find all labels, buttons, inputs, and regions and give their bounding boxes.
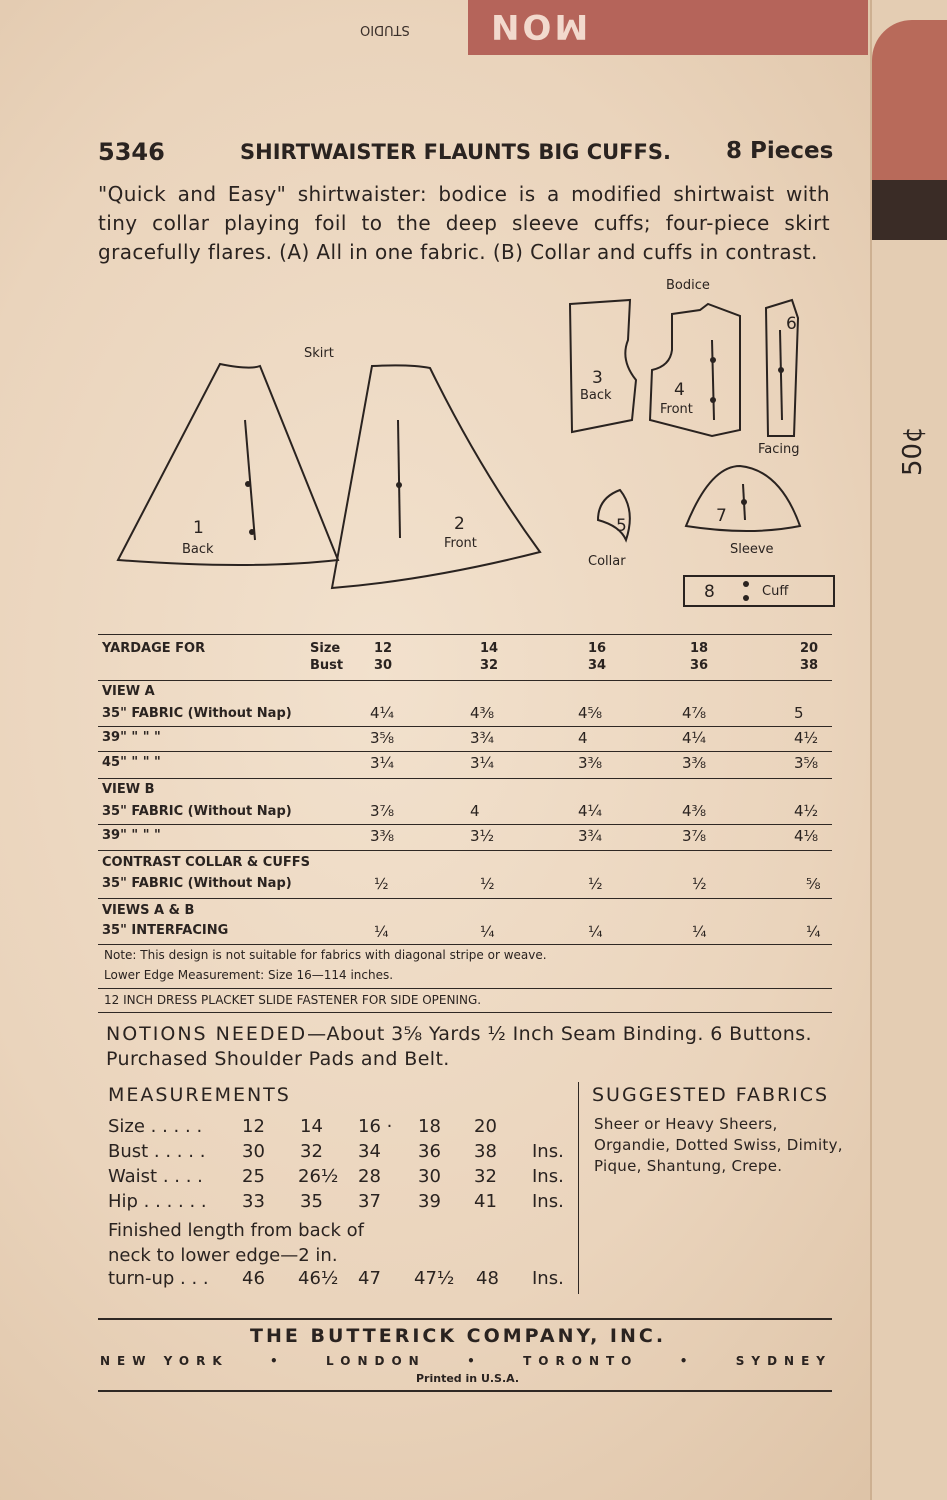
- row-label: 45" " " ": [102, 755, 161, 770]
- measure-label: Waist . . . .: [108, 1166, 203, 1187]
- yardage-value: 4½: [794, 729, 819, 747]
- piece-5-name: Collar: [588, 554, 626, 569]
- measure-value: 33: [242, 1191, 265, 1212]
- yardage-value: 3⅞: [370, 802, 395, 820]
- skirt-back-piece: [118, 364, 338, 565]
- pattern-title: SHIRTWAISTER FLAUNTS BIG CUFFS.: [240, 140, 671, 164]
- separator: •: [467, 1354, 482, 1368]
- piece-1-name: Back: [182, 542, 214, 557]
- flap-red-patch: [872, 20, 947, 200]
- yardage-value: ¼: [374, 923, 389, 941]
- piece-4-name: Front: [660, 402, 693, 417]
- measure-value: 39: [418, 1191, 441, 1212]
- piece-8-number: 8: [704, 582, 715, 602]
- piece-count: 8 Pieces: [726, 138, 834, 164]
- yardage-value: 3⅜: [370, 827, 395, 845]
- measure-value: 28: [358, 1166, 381, 1187]
- city: NEW YORK: [100, 1354, 229, 1368]
- piece-2-name: Front: [444, 536, 477, 551]
- row-label: 39" " " ": [102, 730, 161, 745]
- printed-in: Printed in U.S.A.: [416, 1372, 520, 1385]
- measure-value: 34: [358, 1141, 381, 1162]
- row-rule: [98, 726, 832, 727]
- measure-value: 12: [242, 1116, 265, 1137]
- measure-value: 26½: [298, 1166, 339, 1187]
- bust-36: 36: [690, 658, 709, 673]
- notions-text: —About 3⅝ Yards ½ Inch Seam Binding. 6 Buttons. Purchased Shoulder Pads and Belt.: [106, 1023, 812, 1070]
- measure-value: 30: [418, 1166, 441, 1187]
- price: 50¢: [898, 426, 928, 476]
- row-label: 35" FABRIC (Without Nap): [102, 706, 292, 721]
- pattern-description: "Quick and Easy" shirtwaister: bodice is a modified shirtwaist with tiny collar playing foil to the deep sleeve cuffs; four-piece skirt gracefully flares. (A) All in one fabric. (B) Collar and cuffs in contrast.: [98, 182, 830, 264]
- measure-value: 16 ·: [358, 1116, 393, 1137]
- row-label: 35" INTERFACING: [102, 923, 229, 938]
- piece-6-name: Facing: [758, 442, 800, 457]
- measure-value: 37: [358, 1191, 381, 1212]
- measure-value: 30: [242, 1141, 265, 1162]
- finished-label: turn-up . . .: [108, 1268, 209, 1289]
- table-rule: [98, 680, 832, 681]
- yardage-value: 3¾: [470, 729, 495, 747]
- top-flap-print: MON: [468, 0, 868, 55]
- yardage-value: 4¼: [370, 704, 395, 722]
- piece-5-number: 5: [616, 516, 627, 536]
- yardage-value: 4¼: [578, 802, 603, 820]
- column-divider: [578, 1082, 579, 1294]
- piece-3-number: 3: [592, 368, 603, 388]
- yardage-value: 3¼: [470, 754, 495, 772]
- skirt-label: Skirt: [304, 346, 334, 361]
- measure-value: 25: [242, 1166, 265, 1187]
- row-label: 35" FABRIC (Without Nap): [102, 804, 292, 819]
- company-cities: [100, 1354, 832, 1368]
- flap-dark-band: [872, 180, 947, 240]
- finished-line-1: Finished length from back of: [108, 1220, 365, 1241]
- measurements-title: MEASUREMENTS: [108, 1084, 291, 1106]
- pattern-pieces-diagram: [100, 270, 840, 620]
- yardage-note: Note: This design is not suitable for fabrics with diagonal stripe or weave.: [104, 948, 547, 962]
- yardage-value: 3⅝: [794, 754, 819, 772]
- yardage-value: 3⅜: [682, 754, 707, 772]
- row-rule: [98, 751, 832, 752]
- company-name: THE BUTTERICK COMPANY, INC.: [250, 1325, 667, 1347]
- yardage-value: 4⅛: [794, 827, 819, 845]
- table-rule: [98, 988, 832, 989]
- size-20: 20: [800, 641, 819, 656]
- measure-label: Bust . . . . .: [108, 1141, 206, 1162]
- finished-value: 47½: [414, 1268, 455, 1289]
- table-rule: [98, 898, 832, 899]
- city: TORONTO: [523, 1354, 639, 1368]
- finished-value: 46½: [298, 1268, 339, 1289]
- size-label: Size: [310, 641, 341, 656]
- finished-value: 48: [476, 1268, 499, 1289]
- yardage-value: 4½: [794, 802, 819, 820]
- measure-value: 41: [474, 1191, 497, 1212]
- stub-text: STUDIO: [360, 22, 410, 37]
- yardage-value: ½: [374, 875, 389, 893]
- piece-7-number: 7: [716, 506, 727, 526]
- section-heading: VIEWS A & B: [102, 903, 195, 918]
- city: LONDON: [326, 1354, 426, 1368]
- finished-line-2: neck to lower edge—2 in.: [108, 1245, 338, 1266]
- yardage-value: 4¼: [682, 729, 707, 747]
- table-rule: [98, 1012, 832, 1013]
- yardage-value: ⅝: [806, 875, 821, 893]
- yardage-value: ¼: [692, 923, 707, 941]
- yardage-value: 4⅝: [578, 704, 603, 722]
- footer-rule-bottom: [98, 1390, 832, 1392]
- bust-34: 34: [588, 658, 607, 673]
- finished-value: 47: [358, 1268, 381, 1289]
- footer-rule: [98, 1318, 832, 1320]
- separator: •: [679, 1354, 695, 1368]
- yardage-value: 3¼: [370, 754, 395, 772]
- piece-2-number: 2: [454, 514, 465, 534]
- table-rule: [98, 778, 832, 779]
- yardage-value: 3⅞: [682, 827, 707, 845]
- measure-unit: Ins.: [532, 1191, 564, 1212]
- suggested-fabrics-text: Sheer or Heavy Sheers, Organdie, Dotted Swiss, Dimity, Pique, Shantung, Crepe.: [594, 1115, 843, 1175]
- measure-value: 35: [300, 1191, 323, 1212]
- yardage-value: 3⅝: [370, 729, 395, 747]
- yardage-title: YARDAGE FOR: [102, 641, 206, 656]
- yardage-value: 4⅞: [682, 704, 707, 722]
- row-label: 35" FABRIC (Without Nap): [102, 876, 292, 891]
- measure-label: Hip . . . . . .: [108, 1191, 207, 1212]
- measure-value: 20: [474, 1116, 497, 1137]
- yardage-value: ¼: [480, 923, 495, 941]
- measure-value: 32: [300, 1141, 323, 1162]
- notions-heading: NOTIONS NEEDED: [106, 1023, 308, 1045]
- yardage-value: 4⅜: [470, 704, 495, 722]
- bust-38: 38: [800, 658, 819, 673]
- row-rule: [98, 824, 832, 825]
- table-top-rule: [98, 634, 832, 635]
- size-12: 12: [374, 641, 393, 656]
- finished-unit: Ins.: [532, 1268, 564, 1289]
- row-label: 39" " " ": [102, 828, 161, 843]
- finished-value: 46: [242, 1268, 265, 1289]
- yardage-value: 4⅜: [682, 802, 707, 820]
- size-18: 18: [690, 641, 709, 656]
- bodice-label: Bodice: [666, 278, 710, 293]
- section-heading: VIEW A: [102, 684, 155, 699]
- separator: •: [270, 1354, 285, 1368]
- piece-8-name: Cuff: [762, 584, 789, 599]
- yardage-value: 3½: [470, 827, 495, 845]
- piece-6-number: 6: [786, 314, 797, 334]
- bust-label: Bust: [310, 658, 344, 673]
- suggested-fabrics-title: SUGGESTED FABRICS: [592, 1084, 830, 1106]
- table-rule: [98, 944, 832, 945]
- skirt-front-piece: [332, 365, 540, 588]
- bust-32: 32: [480, 658, 499, 673]
- measure-value: 32: [474, 1166, 497, 1187]
- yardage-value: ½: [692, 875, 707, 893]
- piece-7-name: Sleeve: [730, 542, 774, 557]
- city: SYDNEY: [735, 1354, 832, 1368]
- yardage-value: 4: [470, 802, 480, 820]
- yardage-value: ½: [588, 875, 603, 893]
- bodice-back-piece: [570, 300, 636, 432]
- notions-needed: [106, 1022, 846, 1072]
- section-heading: VIEW B: [102, 782, 155, 797]
- table-rule: [98, 850, 832, 851]
- yardage-value: ½: [480, 875, 495, 893]
- yardage-value: 5: [794, 704, 804, 722]
- placket-note: 12 INCH DRESS PLACKET SLIDE FASTENER FOR SIDE OPENING.: [104, 993, 482, 1007]
- piece-4-number: 4: [674, 380, 685, 400]
- section-heading: CONTRAST COLLAR & CUFFS: [102, 855, 311, 870]
- piece-3-name: Back: [580, 388, 612, 403]
- size-14: 14: [480, 641, 499, 656]
- measure-value: 38: [474, 1141, 497, 1162]
- yardage-value: 3¾: [578, 827, 603, 845]
- measure-value: 14: [300, 1116, 323, 1137]
- yardage-value: ¼: [806, 923, 821, 941]
- measure-label: Size . . . . .: [108, 1116, 203, 1137]
- measure-value: 36: [418, 1141, 441, 1162]
- measure-unit: Ins.: [532, 1141, 564, 1162]
- size-16: 16: [588, 641, 607, 656]
- pattern-number: 5346: [98, 138, 165, 166]
- yardage-value: ¼: [588, 923, 603, 941]
- finished-length: [108, 1218, 364, 1268]
- lower-edge-note: Lower Edge Measurement: Size 16—114 inches.: [104, 968, 394, 982]
- yardage-value: 3⅜: [578, 754, 603, 772]
- measure-value: 18: [418, 1116, 441, 1137]
- measure-unit: Ins.: [532, 1166, 564, 1187]
- piece-1-number: 1: [193, 518, 204, 538]
- bust-30: 30: [374, 658, 393, 673]
- yardage-value: 4: [578, 729, 588, 747]
